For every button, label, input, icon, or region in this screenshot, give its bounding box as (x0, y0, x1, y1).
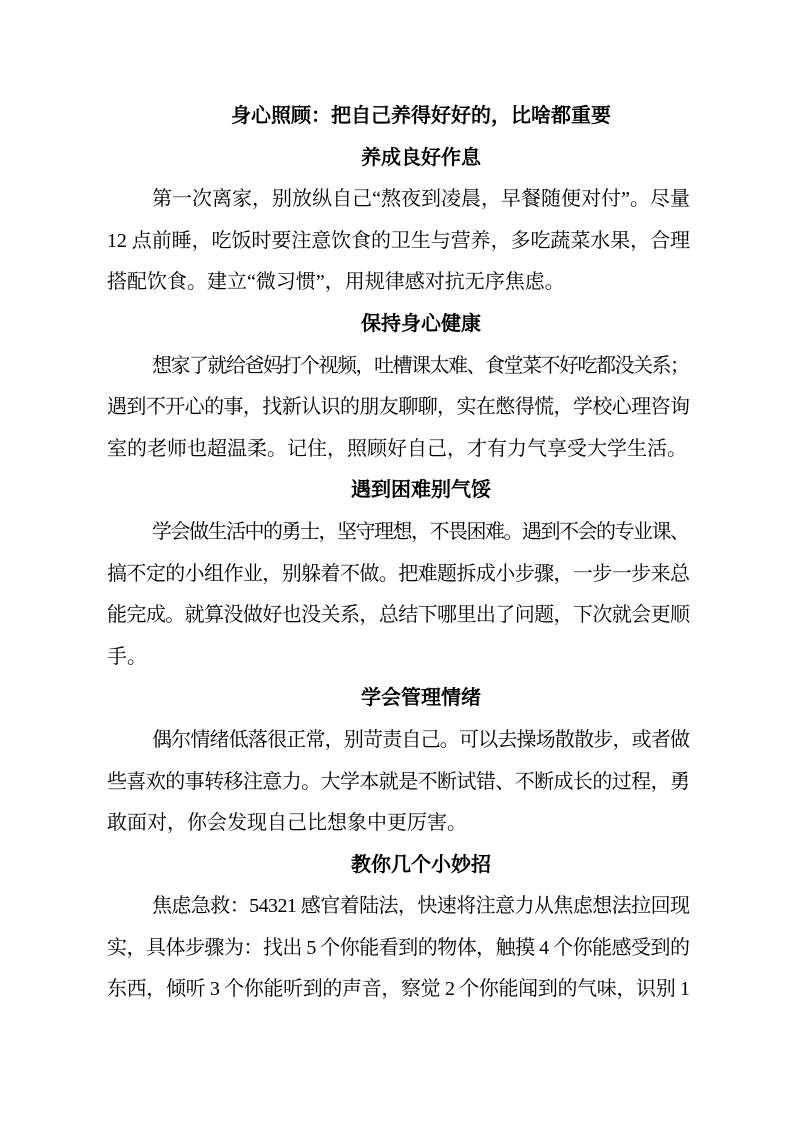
text-line-content: 敢面对，你会发现自己比想象中更厉害。 (107, 812, 467, 835)
section-paragraph (107, 179, 690, 304)
sections-container (107, 138, 690, 1011)
text-line (107, 346, 690, 388)
text-line (107, 554, 690, 596)
text-line-content: 室的老师也超温柔。记住，照顾好自己，才有力气享受大学生活。 (107, 437, 687, 460)
document-section (107, 678, 690, 844)
document-section (107, 138, 690, 304)
text-line-content: 12 点前睡，吃饭时要注意饮食的卫生与营养，多吃蔬菜水果，合理 (107, 229, 690, 252)
text-line-content: 搭配饮食。建立“微习惯”，用规律感对抗无序焦虑。 (107, 271, 565, 294)
document-section (107, 845, 690, 1011)
section-paragraph (107, 720, 690, 845)
section-heading: 教你几个小妙招 (351, 853, 491, 876)
text-line-content: 实，具体步骤为：找出 5 个你能看到的物体，触摸 4 个你能感受到的 (107, 936, 690, 959)
text-line (107, 803, 690, 845)
section-paragraph (107, 346, 690, 471)
text-line-content: 焦虑急救：54321 感官着陆法，快速将注意力从焦虑想法拉回现 (152, 895, 690, 918)
section-heading: 学会管理情绪 (361, 687, 481, 710)
text-line (107, 262, 690, 304)
text-line (107, 720, 690, 762)
section-heading: 遇到困难别气馁 (351, 479, 491, 502)
document-content (107, 96, 690, 1011)
text-line (107, 512, 690, 554)
text-line (107, 637, 690, 679)
text-line (107, 595, 690, 637)
section-heading: 保持身心健康 (361, 312, 481, 335)
text-line (107, 429, 690, 471)
text-line (107, 179, 690, 221)
text-line-content: 想家了就给爸妈打个视频，吐槽课太难、食堂菜不好吃都没关系； (152, 354, 689, 377)
document-title: 身心照顾：把自己养得好好的，比啥都重要 (231, 105, 611, 127)
text-line (107, 928, 690, 970)
text-line-content: 东西，倾听 3 个你能听到的声音，察觉 2 个你能闻到的气味，识别 1 (107, 978, 690, 1001)
text-line (107, 762, 690, 804)
text-line (107, 221, 690, 263)
text-line (107, 387, 690, 429)
document-section (107, 304, 690, 470)
document-section (107, 470, 690, 678)
section-heading: 养成良好作息 (361, 146, 481, 169)
section-paragraph (107, 886, 690, 1011)
section-paragraph (107, 512, 690, 678)
text-line-content: 些喜欢的事转移注意力。大学本就是不断试错、不断成长的过程，勇 (107, 770, 690, 793)
text-line-content: 第一次离家，别放纵自己“熬夜到凌晨，早餐随便对付”。尽量 (152, 188, 690, 211)
text-line-content: 搞不定的小组作业，别躲着不做。把难题拆成小步骤，一步一步来总 (107, 562, 690, 585)
text-line (107, 886, 690, 928)
text-line-content: 学会做生活中的勇士，坚守理想，不畏困难。遇到不会的专业课、 (152, 520, 689, 543)
text-line-content: 手。 (107, 645, 147, 668)
text-line (107, 969, 690, 1011)
text-line-content: 能完成。就算没做好也没关系，总结下哪里出了问题，下次就会更顺 (107, 604, 690, 627)
text-line-content: 遇到不开心的事，找新认识的朋友聊聊，实在憋得慌，学校心理咨询 (107, 396, 690, 419)
text-line-content: 偶尔情绪低落很正常，别苛责自己。可以去操场散散步，或者做 (152, 728, 690, 751)
